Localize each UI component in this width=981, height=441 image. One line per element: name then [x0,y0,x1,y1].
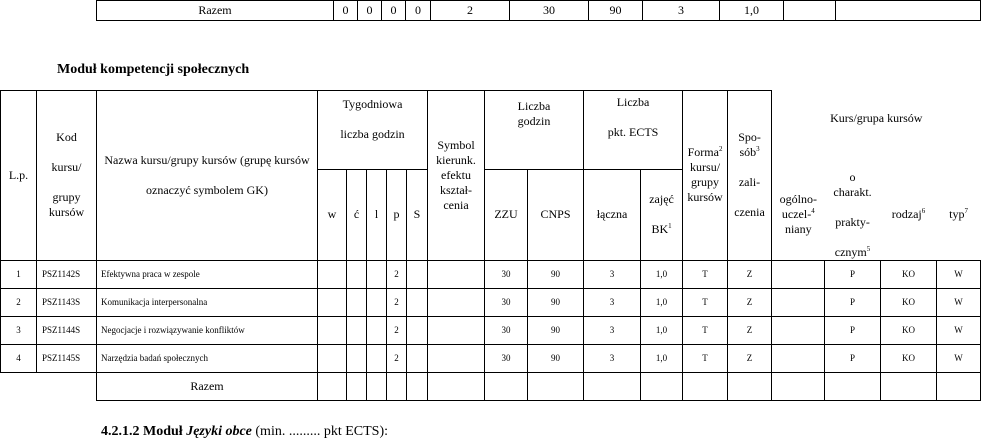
summary-cell: 0 [358,1,382,21]
header-l: l [367,170,387,261]
table-row: 4 PSZ1145S Narzędzia badań społecznych 2 30 90 3 1,0 T Z P KO W [1,344,981,372]
header-ogolno: ogólno- uczel-$^4$ niany [779,192,817,236]
summary-cell: 1,0 [720,1,784,21]
header-liczba-godzin: Liczba godzin [485,91,584,170]
header-tygodniowa: Tygodniowa liczba godzin [318,91,428,170]
summary-cell: 0 [406,1,431,21]
table-row: 1 PSZ1142S Efektywna praca w zespole 2 30 90 3 1,0 T Z P KO W [1,260,981,288]
header-c: ć [347,170,367,261]
summary-cell: 30 [510,1,589,21]
footer-label: Razem [97,372,318,400]
table-row: 2 PSZ1143S Komunikacja interpersonalna 2 30 90 3 1,0 T Z P KO W [1,288,981,316]
header-forma: Forma$^2$ kursu/ grupy kursów [683,91,728,261]
summary-table [96,0,981,21]
header-laczna: łączna [584,170,641,261]
header-liczba-ects: Liczba pkt. ECTS [584,91,683,170]
courses-table [0,90,981,401]
module-title: Moduł kompetencji społecznych [57,62,250,77]
next-section-heading: 4.2.1.2 Moduł Języki obce (min. ......... pkt ECTS): [101,424,389,439]
header-symbol: Symbol kierunk. efektu kształ- cenia [428,91,485,261]
header-zzu: ZZU [485,170,528,261]
header-cnps: CNPS [528,170,584,261]
summary-cell: 0 [334,1,358,21]
header-nazwa: Nazwa kursu/grupy kursów (grupę kursów oznaczyć symbolem GK) [97,91,318,261]
header-sposob: Spo- sób$^3$ zali- czenia [728,91,772,261]
summary-cell: 2 [431,1,510,21]
header-s: S [407,170,428,261]
summary-label: Razem [97,1,334,21]
header-lp: L.p. [1,91,37,261]
table-row: 3 PSZ1144S Negocjacje i rozwiązywanie konfliktów 2 30 90 3 1,0 T Z P KO W [1,316,981,344]
summary-cell: 0 [382,1,406,21]
header-charakt: o charakt. prakty- cznym$^5$ [833,169,872,259]
header-zajec: zajęć $BK^1$ [641,170,683,261]
header-w: w [318,170,347,261]
header-rodzaj: rodzaj$^6$ [891,207,926,221]
summary-cell: 3 [643,1,720,21]
footer-row [1,372,981,400]
header-p: p [387,170,407,261]
header-typ: typ$^7$ [949,207,968,221]
summary-cell: 90 [589,1,643,21]
header-kod: Kod kursu/ grupy kursów [37,91,97,261]
header-kurs-grupa: Kurs/grupa kursów [830,110,923,125]
